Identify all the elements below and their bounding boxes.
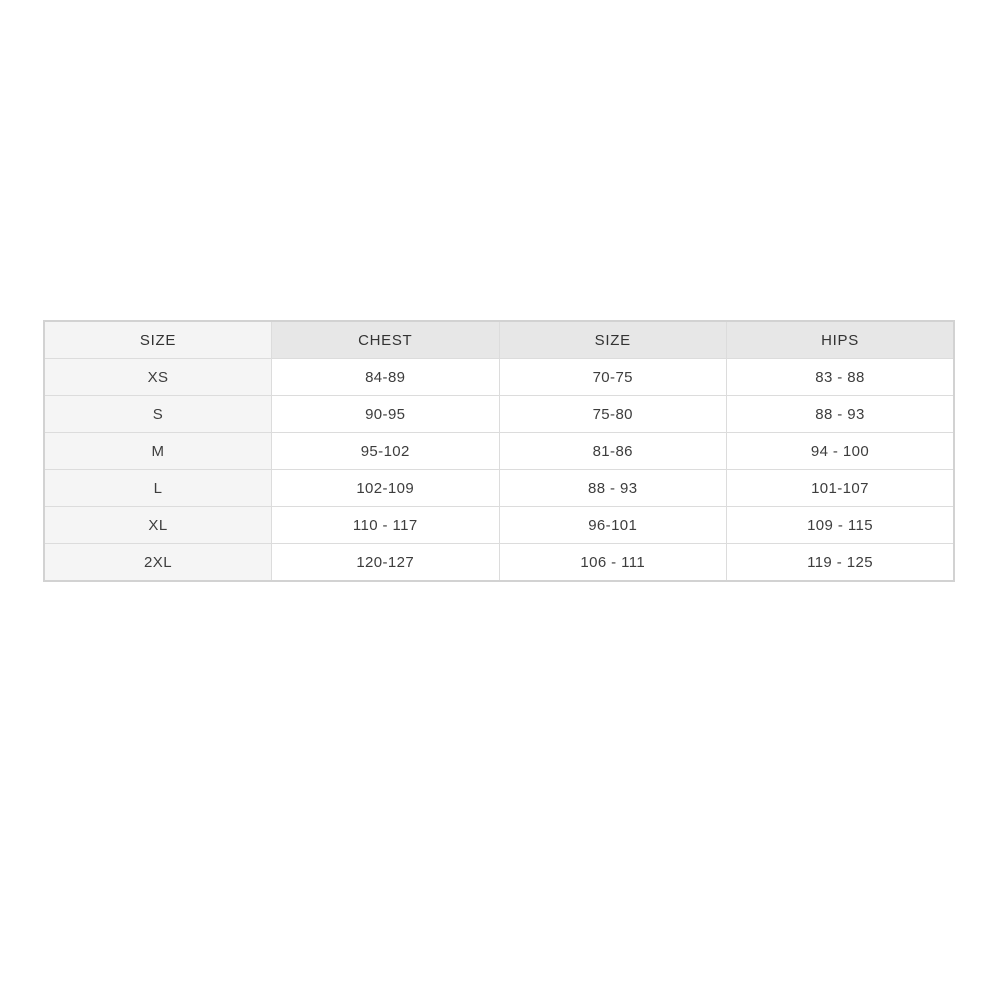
size-label-cell: XS <box>44 359 272 396</box>
table-row-xs <box>44 359 954 396</box>
chest-value-cell: 102-109 <box>272 470 500 507</box>
chest-value-cell: 110 - 117 <box>272 507 500 544</box>
table-row-m <box>44 433 954 470</box>
table-row-xl <box>44 507 954 544</box>
size-value-cell: 96-101 <box>499 507 727 544</box>
chest-value-cell: 95-102 <box>272 433 500 470</box>
hips-value-cell: 88 - 93 <box>727 396 955 433</box>
hips-value-cell: 109 - 115 <box>727 507 955 544</box>
hips-value-cell: 101-107 <box>727 470 955 507</box>
chest-value-cell: 120-127 <box>272 544 500 582</box>
table-row-s <box>44 396 954 433</box>
size-value-cell: 106 - 111 <box>499 544 727 582</box>
table-row-2xl <box>44 544 954 582</box>
size-value-cell: 81-86 <box>499 433 727 470</box>
chest-value-cell: 84-89 <box>272 359 500 396</box>
size-value-cell: 75-80 <box>499 396 727 433</box>
size-value-cell: 88 - 93 <box>499 470 727 507</box>
size-value-cell: 70-75 <box>499 359 727 396</box>
size-label-cell: 2XL <box>44 544 272 582</box>
hips-value-cell: 94 - 100 <box>727 433 955 470</box>
hips-value-cell: 83 - 88 <box>727 359 955 396</box>
header-row <box>44 321 954 359</box>
chest-value-cell: 90-95 <box>272 396 500 433</box>
header-cell-chest: CHEST <box>272 321 500 359</box>
hips-value-cell: 119 - 125 <box>727 544 955 582</box>
size-label-cell: S <box>44 396 272 433</box>
header-cell-size-2: SIZE <box>499 321 727 359</box>
table-row-l <box>44 470 954 507</box>
header-cell-size: SIZE <box>44 321 272 359</box>
size-label-cell: M <box>44 433 272 470</box>
size-label-cell: L <box>44 470 272 507</box>
size-chart-table <box>43 320 955 582</box>
size-label-cell: XL <box>44 507 272 544</box>
header-cell-hips: HIPS <box>727 321 955 359</box>
